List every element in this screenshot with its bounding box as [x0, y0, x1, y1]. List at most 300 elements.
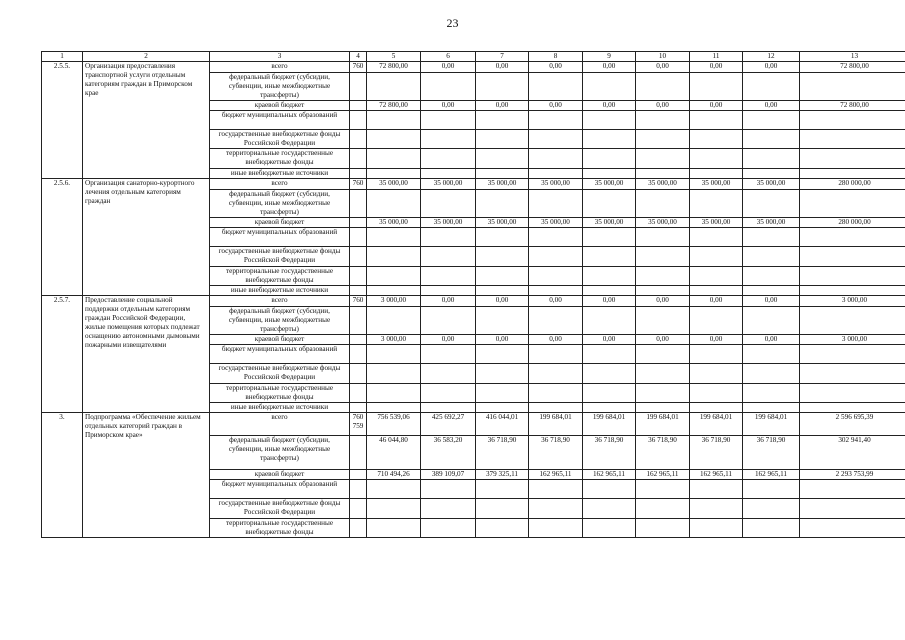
- amount-cell: 46 044,80: [367, 436, 421, 470]
- amount-cell: [476, 190, 529, 218]
- budget-code: [350, 130, 367, 149]
- amount-cell: [743, 190, 800, 218]
- amount-cell: 162 965,11: [743, 470, 800, 480]
- budget-code: [350, 111, 367, 130]
- funding-source: всего: [210, 296, 350, 307]
- amount-cell: [476, 307, 529, 335]
- amount-cell: [636, 480, 690, 499]
- amount-cell: [743, 130, 800, 149]
- amount-cell: [421, 519, 476, 538]
- amount-cell: [636, 111, 690, 130]
- amount-cell: [476, 480, 529, 499]
- budget-code: [350, 384, 367, 403]
- amount-cell: 0,00: [583, 296, 636, 307]
- amount-cell: [367, 111, 421, 130]
- table-row: [42, 296, 905, 307]
- amount-cell: [800, 384, 905, 403]
- amount-cell: [800, 307, 905, 335]
- column-header: 12: [743, 52, 800, 62]
- funding-source: иные внебюджетные источники: [210, 403, 350, 413]
- amount-cell: [476, 286, 529, 296]
- funding-source: федеральный бюджет (субсидии, субвенции, иные межбюджетные трансферты): [210, 73, 350, 101]
- amount-cell: 0,00: [421, 101, 476, 111]
- amount-cell: 162 965,11: [636, 470, 690, 480]
- amount-cell: 162 965,11: [529, 470, 583, 480]
- amount-cell: [367, 130, 421, 149]
- funding-source: федеральный бюджет (субсидии, субвенции, иные межбюджетные трансферты): [210, 190, 350, 218]
- budget-code: [350, 247, 367, 267]
- column-header: 9: [583, 52, 636, 62]
- amount-cell: 0,00: [690, 335, 743, 345]
- amount-cell: 36 718,90: [743, 436, 800, 470]
- budget-code: [350, 190, 367, 218]
- amount-cell: [367, 169, 421, 179]
- amount-cell: [583, 345, 636, 364]
- amount-cell: [421, 130, 476, 149]
- funding-source: иные внебюджетные источники: [210, 286, 350, 296]
- section-title: Организация предоставления транспортной услуги отдельным категориям граждан в Приморском крае: [83, 62, 210, 179]
- amount-cell: [636, 267, 690, 286]
- amount-cell: 0,00: [529, 335, 583, 345]
- amount-cell: [636, 149, 690, 169]
- amount-cell: 35 000,00: [367, 179, 421, 190]
- amount-cell: [367, 364, 421, 384]
- amount-cell: 302 941,40: [800, 436, 905, 470]
- amount-cell: [690, 499, 743, 519]
- amount-cell: [583, 267, 636, 286]
- amount-cell: [800, 286, 905, 296]
- amount-cell: [800, 130, 905, 149]
- amount-cell: 35 000,00: [743, 179, 800, 190]
- funding-source: территориальные государственные внебюджетные фонды: [210, 267, 350, 286]
- funding-source: краевой бюджет: [210, 335, 350, 345]
- amount-cell: 0,00: [636, 101, 690, 111]
- amount-cell: 280 000,00: [800, 218, 905, 228]
- column-header: 1: [42, 52, 83, 62]
- amount-cell: [421, 345, 476, 364]
- amount-cell: [636, 403, 690, 413]
- funding-source: всего: [210, 413, 350, 436]
- amount-cell: [529, 130, 583, 149]
- budget-code: [350, 499, 367, 519]
- amount-cell: [636, 286, 690, 296]
- amount-cell: [529, 345, 583, 364]
- amount-cell: [743, 403, 800, 413]
- amount-cell: 756 539,06: [367, 413, 421, 436]
- funding-source: государственные внебюджетные фонды Российской Федерации: [210, 364, 350, 384]
- amount-cell: [690, 345, 743, 364]
- budget-code: 760: [350, 62, 367, 73]
- amount-cell: 35 000,00: [421, 218, 476, 228]
- amount-cell: [743, 267, 800, 286]
- budget-code: [350, 519, 367, 538]
- amount-cell: [636, 169, 690, 179]
- column-header: 7: [476, 52, 529, 62]
- funding-source: иные внебюджетные источники: [210, 169, 350, 179]
- funding-source: территориальные государственные внебюджетные фонды: [210, 384, 350, 403]
- amount-cell: 0,00: [476, 101, 529, 111]
- column-header: 2: [83, 52, 210, 62]
- amount-cell: 0,00: [421, 296, 476, 307]
- budget-code: [350, 403, 367, 413]
- amount-cell: [636, 247, 690, 267]
- amount-cell: [367, 149, 421, 169]
- amount-cell: 36 718,90: [476, 436, 529, 470]
- amount-cell: [583, 499, 636, 519]
- amount-cell: [476, 247, 529, 267]
- budget-code: [350, 480, 367, 499]
- amount-cell: 0,00: [529, 296, 583, 307]
- amount-cell: [743, 228, 800, 247]
- amount-cell: 199 684,01: [743, 413, 800, 436]
- amount-cell: 36 583,20: [421, 436, 476, 470]
- amount-cell: [583, 130, 636, 149]
- amount-cell: 72 800,00: [800, 62, 905, 73]
- column-header: 6: [421, 52, 476, 62]
- amount-cell: 36 718,90: [690, 436, 743, 470]
- amount-cell: [636, 228, 690, 247]
- amount-cell: [743, 111, 800, 130]
- budget-code: [350, 169, 367, 179]
- amount-cell: [476, 169, 529, 179]
- amount-cell: 0,00: [476, 62, 529, 73]
- amount-cell: 35 000,00: [476, 179, 529, 190]
- amount-cell: 0,00: [583, 335, 636, 345]
- budget-code: [350, 307, 367, 335]
- amount-cell: [800, 149, 905, 169]
- amount-cell: 35 000,00: [529, 179, 583, 190]
- funding-source: краевой бюджет: [210, 218, 350, 228]
- amount-cell: [800, 190, 905, 218]
- table-row: [42, 413, 905, 436]
- amount-cell: 162 965,11: [690, 470, 743, 480]
- column-header: 10: [636, 52, 690, 62]
- amount-cell: [529, 190, 583, 218]
- budget-table: [41, 51, 905, 538]
- amount-cell: [690, 73, 743, 101]
- amount-cell: [690, 519, 743, 538]
- amount-cell: [421, 267, 476, 286]
- amount-cell: [529, 228, 583, 247]
- amount-cell: [800, 345, 905, 364]
- amount-cell: [421, 480, 476, 499]
- amount-cell: [529, 111, 583, 130]
- amount-cell: 162 965,11: [583, 470, 636, 480]
- amount-cell: [690, 384, 743, 403]
- amount-cell: [743, 345, 800, 364]
- amount-cell: 0,00: [583, 101, 636, 111]
- budget-code: [350, 335, 367, 345]
- amount-cell: [476, 403, 529, 413]
- amount-cell: [743, 286, 800, 296]
- funding-source: федеральный бюджет (субсидии, субвенции, иные межбюджетные трансферты): [210, 436, 350, 470]
- amount-cell: [367, 228, 421, 247]
- amount-cell: [367, 403, 421, 413]
- amount-cell: 425 692,27: [421, 413, 476, 436]
- amount-cell: [690, 267, 743, 286]
- amount-cell: 3 000,00: [800, 335, 905, 345]
- amount-cell: [476, 345, 529, 364]
- funding-source: государственные внебюджетные фонды Российской Федерации: [210, 499, 350, 519]
- amount-cell: [743, 499, 800, 519]
- funding-source: бюджет муниципальных образований: [210, 228, 350, 247]
- amount-cell: 35 000,00: [636, 179, 690, 190]
- amount-cell: 389 109,07: [421, 470, 476, 480]
- amount-cell: 72 800,00: [800, 101, 905, 111]
- budget-code: [350, 267, 367, 286]
- amount-cell: [743, 73, 800, 101]
- amount-cell: [800, 111, 905, 130]
- amount-cell: [800, 403, 905, 413]
- amount-cell: [421, 286, 476, 296]
- amount-cell: [636, 499, 690, 519]
- amount-cell: 0,00: [476, 296, 529, 307]
- amount-cell: [583, 519, 636, 538]
- amount-cell: [476, 130, 529, 149]
- amount-cell: [367, 345, 421, 364]
- amount-cell: [367, 499, 421, 519]
- table-row: [42, 179, 905, 190]
- amount-cell: [421, 73, 476, 101]
- amount-cell: 35 000,00: [367, 218, 421, 228]
- funding-source: территориальные государственные внебюджетные фонды: [210, 519, 350, 538]
- amount-cell: [636, 73, 690, 101]
- amount-cell: [690, 307, 743, 335]
- amount-cell: [421, 247, 476, 267]
- budget-code: [350, 364, 367, 384]
- funding-source: краевой бюджет: [210, 470, 350, 480]
- amount-cell: [743, 384, 800, 403]
- amount-cell: 0,00: [690, 296, 743, 307]
- amount-cell: [367, 190, 421, 218]
- amount-cell: [583, 111, 636, 130]
- amount-cell: 0,00: [690, 62, 743, 73]
- amount-cell: [421, 190, 476, 218]
- amount-cell: [583, 169, 636, 179]
- amount-cell: [800, 519, 905, 538]
- amount-cell: 35 000,00: [690, 179, 743, 190]
- amount-cell: [476, 111, 529, 130]
- amount-cell: [636, 190, 690, 218]
- amount-cell: 710 494,26: [367, 470, 421, 480]
- section-title: Организация санаторно-курортного лечения отдельным категориям граждан: [83, 179, 210, 296]
- amount-cell: [583, 480, 636, 499]
- amount-cell: [529, 364, 583, 384]
- amount-cell: 36 718,90: [636, 436, 690, 470]
- amount-cell: 35 000,00: [583, 218, 636, 228]
- amount-cell: [529, 149, 583, 169]
- amount-cell: [583, 228, 636, 247]
- budget-code: 760: [350, 179, 367, 190]
- amount-cell: [800, 480, 905, 499]
- amount-cell: [583, 307, 636, 335]
- amount-cell: 0,00: [529, 62, 583, 73]
- column-header: 5: [367, 52, 421, 62]
- amount-cell: [690, 130, 743, 149]
- column-header: 3: [210, 52, 350, 62]
- amount-cell: 3 000,00: [367, 335, 421, 345]
- table-row: [42, 62, 905, 73]
- amount-cell: [743, 307, 800, 335]
- amount-cell: 35 000,00: [690, 218, 743, 228]
- amount-cell: [367, 519, 421, 538]
- amount-cell: [800, 228, 905, 247]
- amount-cell: [636, 307, 690, 335]
- amount-cell: 35 000,00: [476, 218, 529, 228]
- amount-cell: [367, 267, 421, 286]
- amount-cell: 0,00: [636, 62, 690, 73]
- amount-cell: 199 684,01: [690, 413, 743, 436]
- column-header: 11: [690, 52, 743, 62]
- amount-cell: 0,00: [529, 101, 583, 111]
- amount-cell: [476, 73, 529, 101]
- amount-cell: [476, 267, 529, 286]
- amount-cell: [743, 247, 800, 267]
- amount-cell: [800, 73, 905, 101]
- amount-cell: 36 718,90: [529, 436, 583, 470]
- amount-cell: [800, 499, 905, 519]
- amount-cell: [529, 384, 583, 403]
- amount-cell: [690, 480, 743, 499]
- amount-cell: 416 044,01: [476, 413, 529, 436]
- funding-source: федеральный бюджет (субсидии, субвенции, иные межбюджетные трансферты): [210, 307, 350, 335]
- section-number: 2.5.5.: [42, 62, 83, 179]
- amount-cell: [690, 286, 743, 296]
- amount-cell: [529, 286, 583, 296]
- amount-cell: [367, 286, 421, 296]
- section-title: Предоставление социальной поддержки отдельным категориям граждан Российской Федерации, жилые помещения которых подлежат оснащению автономными дымовыми пожарными извещателями: [83, 296, 210, 413]
- amount-cell: 35 000,00: [583, 179, 636, 190]
- amount-cell: 0,00: [690, 101, 743, 111]
- amount-cell: [476, 149, 529, 169]
- amount-cell: 0,00: [743, 335, 800, 345]
- amount-cell: [583, 190, 636, 218]
- amount-cell: [690, 190, 743, 218]
- column-header: 4: [350, 52, 367, 62]
- amount-cell: 0,00: [636, 335, 690, 345]
- amount-cell: [800, 267, 905, 286]
- amount-cell: 0,00: [421, 62, 476, 73]
- amount-cell: 0,00: [476, 335, 529, 345]
- amount-cell: [421, 364, 476, 384]
- amount-cell: [636, 364, 690, 384]
- amount-cell: [800, 169, 905, 179]
- budget-code: [350, 286, 367, 296]
- budget-code: [350, 436, 367, 470]
- amount-cell: [743, 149, 800, 169]
- amount-cell: [743, 169, 800, 179]
- budget-code: 760: [350, 296, 367, 307]
- amount-cell: [690, 169, 743, 179]
- amount-cell: [367, 480, 421, 499]
- amount-cell: [583, 403, 636, 413]
- amount-cell: [690, 247, 743, 267]
- funding-source: бюджет муниципальных образований: [210, 111, 350, 130]
- budget-code: [350, 345, 367, 364]
- budget-code: [350, 218, 367, 228]
- amount-cell: [583, 286, 636, 296]
- amount-cell: 2 596 695,39: [800, 413, 905, 436]
- funding-source: всего: [210, 62, 350, 73]
- amount-cell: [421, 228, 476, 247]
- amount-cell: 2 293 753,99: [800, 470, 905, 480]
- amount-cell: [476, 519, 529, 538]
- budget-code: [350, 101, 367, 111]
- amount-cell: 35 000,00: [636, 218, 690, 228]
- amount-cell: 3 000,00: [800, 296, 905, 307]
- amount-cell: 36 718,90: [583, 436, 636, 470]
- amount-cell: [367, 307, 421, 335]
- amount-cell: [583, 384, 636, 403]
- amount-cell: 0,00: [743, 101, 800, 111]
- amount-cell: [636, 130, 690, 149]
- amount-cell: [529, 247, 583, 267]
- amount-cell: [583, 73, 636, 101]
- amount-cell: [529, 267, 583, 286]
- amount-cell: [421, 384, 476, 403]
- amount-cell: [583, 364, 636, 384]
- amount-cell: 0,00: [636, 296, 690, 307]
- amount-cell: [529, 169, 583, 179]
- funding-source: бюджет муниципальных образований: [210, 480, 350, 499]
- amount-cell: 379 325,11: [476, 470, 529, 480]
- amount-cell: [367, 247, 421, 267]
- amount-cell: 72 800,00: [367, 101, 421, 111]
- amount-cell: [367, 73, 421, 101]
- section-number: 2.5.7.: [42, 296, 83, 413]
- page-number: 23: [446, 16, 459, 30]
- amount-cell: [636, 384, 690, 403]
- amount-cell: 3 000,00: [367, 296, 421, 307]
- amount-cell: [529, 519, 583, 538]
- amount-cell: [476, 384, 529, 403]
- amount-cell: [743, 364, 800, 384]
- amount-cell: [421, 111, 476, 130]
- amount-cell: [529, 499, 583, 519]
- amount-cell: [476, 364, 529, 384]
- amount-cell: [800, 247, 905, 267]
- amount-cell: [421, 499, 476, 519]
- amount-cell: [690, 228, 743, 247]
- amount-cell: 199 684,01: [529, 413, 583, 436]
- amount-cell: [529, 73, 583, 101]
- amount-cell: 35 000,00: [529, 218, 583, 228]
- section-number: 3.: [42, 413, 83, 538]
- amount-cell: [690, 403, 743, 413]
- budget-code: [350, 228, 367, 247]
- amount-cell: [421, 149, 476, 169]
- budget-code: [350, 149, 367, 169]
- amount-cell: [690, 364, 743, 384]
- funding-source: государственные внебюджетные фонды Российской Федерации: [210, 247, 350, 267]
- funding-source: территориальные государственные внебюджетные фонды: [210, 149, 350, 169]
- table-body: [42, 62, 905, 538]
- amount-cell: 35 000,00: [421, 179, 476, 190]
- amount-cell: 72 800,00: [367, 62, 421, 73]
- budget-code: [350, 470, 367, 480]
- amount-cell: [529, 403, 583, 413]
- column-header: 8: [529, 52, 583, 62]
- amount-cell: 0,00: [583, 62, 636, 73]
- amount-cell: [743, 480, 800, 499]
- amount-cell: [421, 307, 476, 335]
- amount-cell: [583, 149, 636, 169]
- section-title: Подпрограмма «Обеспечение жильем отдельных категорий граждан в Приморском крае»: [83, 413, 210, 538]
- budget-code: 760 759: [350, 413, 367, 436]
- column-header: 13: [800, 52, 905, 62]
- funding-source: всего: [210, 179, 350, 190]
- funding-source: государственные внебюджетные фонды Российской Федерации: [210, 130, 350, 149]
